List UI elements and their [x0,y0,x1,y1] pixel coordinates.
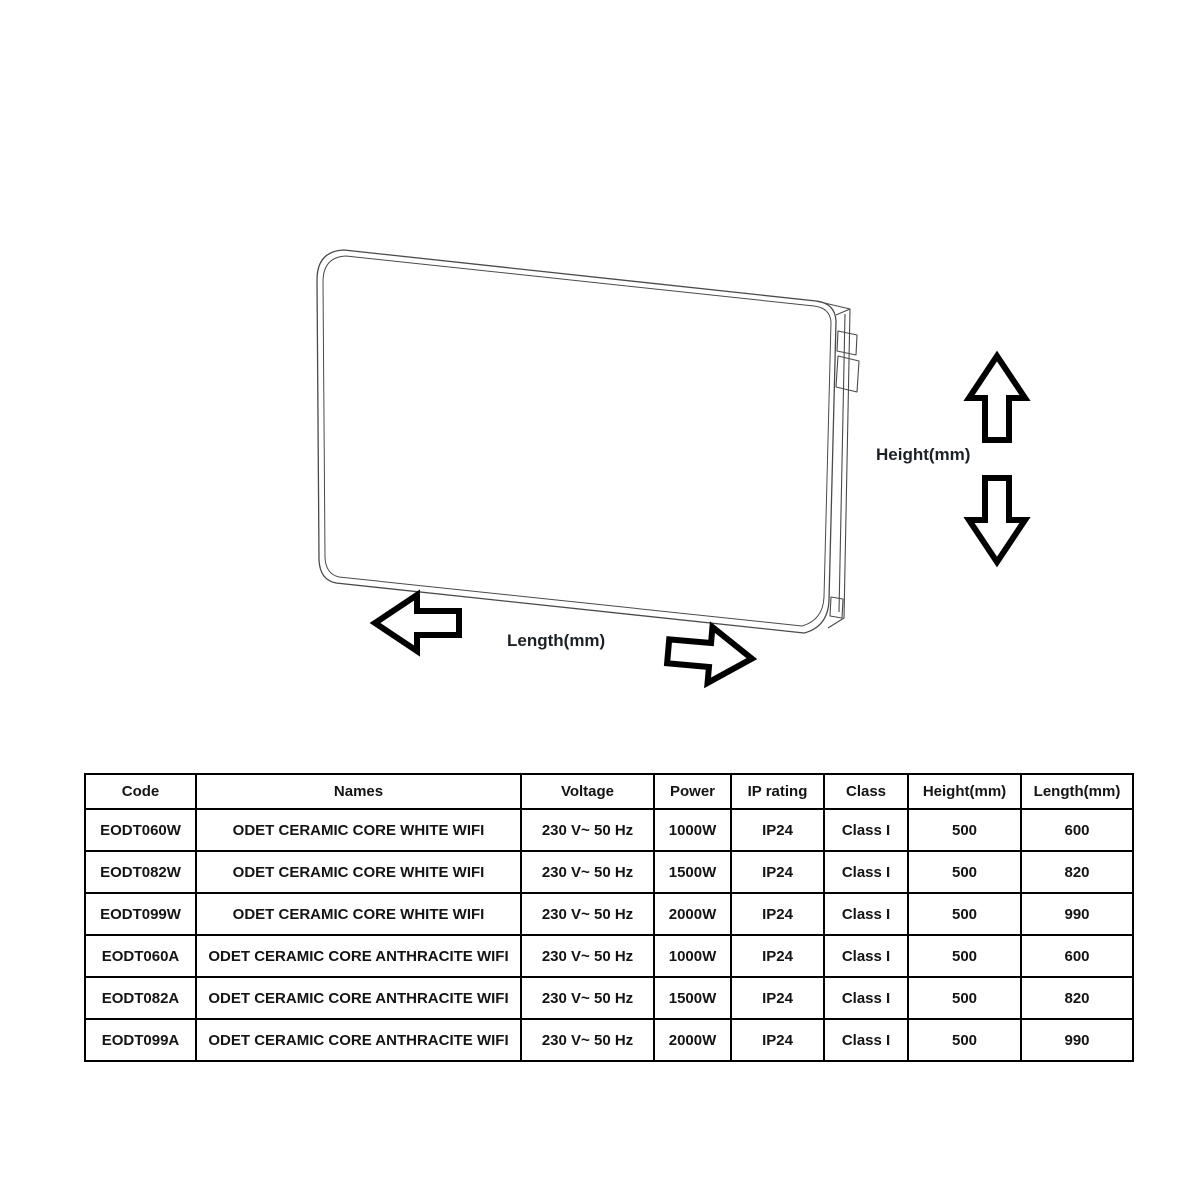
height-dimension-label: Height(mm) [876,445,971,464]
cell-length: 600 [1021,935,1133,977]
cell-name: ODET CERAMIC CORE ANTHRACITE WIFI [196,935,521,977]
cell-class: Class I [824,1019,908,1061]
cell-ip-rating: IP24 [731,809,824,851]
cell-ip-rating: IP24 [731,935,824,977]
cell-code: EODT060A [85,935,196,977]
cell-power: 1000W [654,935,731,977]
cell-height: 500 [908,977,1021,1019]
header-cell-height: Height(mm) [908,774,1021,809]
cell-height: 500 [908,935,1021,977]
cell-height: 500 [908,851,1021,893]
cell-name: ODET CERAMIC CORE ANTHRACITE WIFI [196,977,521,1019]
header-cell-class: Class [824,774,908,809]
table-row [85,977,1133,1019]
table-row [85,1019,1133,1061]
table-header-row [85,774,1133,809]
cell-class: Class I [824,977,908,1019]
cell-name: ODET CERAMIC CORE ANTHRACITE WIFI [196,1019,521,1061]
table-row [85,809,1133,851]
cell-name: ODET CERAMIC CORE WHITE WIFI [196,893,521,935]
cell-code: EODT099A [85,1019,196,1061]
table-row [85,851,1133,893]
cell-height: 500 [908,809,1021,851]
cell-length: 990 [1021,1019,1133,1061]
header-cell-voltage: Voltage [521,774,654,809]
spec-table [84,773,1134,1062]
length-dimension-label: Length(mm) [507,631,606,650]
cell-length: 820 [1021,851,1133,893]
cell-class: Class I [824,851,908,893]
cell-power: 2000W [654,893,731,935]
cell-name: ODET CERAMIC CORE WHITE WIFI [196,809,521,851]
cell-power: 2000W [654,1019,731,1061]
left-arrow-icon [375,595,459,651]
cell-length: 820 [1021,977,1133,1019]
up-arrow-icon [969,356,1025,440]
cell-height: 500 [908,893,1021,935]
cell-voltage: 230 V~ 50 Hz [521,935,654,977]
cell-length: 600 [1021,809,1133,851]
header-cell-length: Length(mm) [1021,774,1133,809]
cell-ip-rating: IP24 [731,893,824,935]
down-arrow-icon [969,478,1025,562]
cell-power: 1500W [654,851,731,893]
cell-class: Class I [824,809,908,851]
cell-code: EODT082A [85,977,196,1019]
cell-ip-rating: IP24 [731,851,824,893]
cell-voltage: 230 V~ 50 Hz [521,977,654,1019]
cell-ip-rating: IP24 [731,977,824,1019]
cell-height: 500 [908,1019,1021,1061]
table-row [85,935,1133,977]
cell-power: 1500W [654,977,731,1019]
cell-length: 990 [1021,893,1133,935]
cell-code: EODT060W [85,809,196,851]
cell-power: 1000W [654,809,731,851]
cell-voltage: 230 V~ 50 Hz [521,1019,654,1061]
table-row [85,893,1133,935]
header-cell-ip-rating: IP rating [731,774,824,809]
cell-class: Class I [824,893,908,935]
cell-voltage: 230 V~ 50 Hz [521,851,654,893]
cell-ip-rating: IP24 [731,1019,824,1061]
cell-voltage: 230 V~ 50 Hz [521,809,654,851]
heater-panel-outline [317,250,836,633]
header-cell-names: Names [196,774,521,809]
cell-code: EODT082W [85,851,196,893]
header-cell-code: Code [85,774,196,809]
right-arrow-icon [666,623,755,686]
cell-voltage: 230 V~ 50 Hz [521,893,654,935]
cell-code: EODT099W [85,893,196,935]
cell-name: ODET CERAMIC CORE WHITE WIFI [196,851,521,893]
header-cell-power: Power [654,774,731,809]
cell-class: Class I [824,935,908,977]
